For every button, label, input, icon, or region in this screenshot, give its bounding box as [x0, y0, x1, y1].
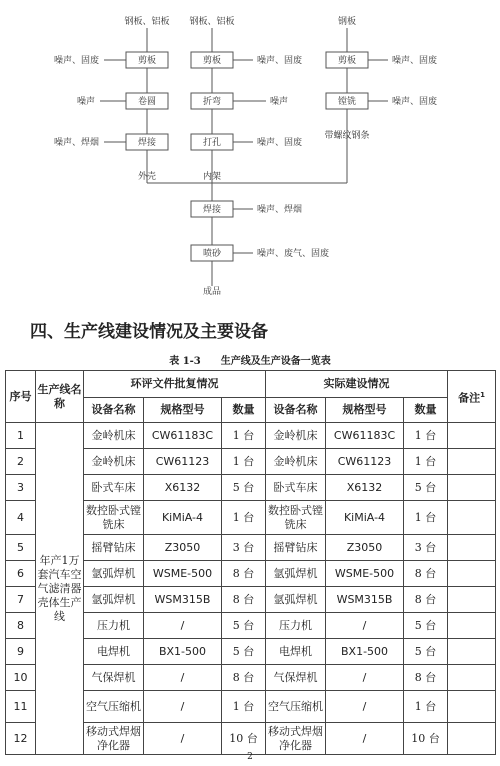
- step-blast: 喷砂: [202, 249, 222, 259]
- cell-actual-qty: 1 台: [404, 501, 448, 535]
- cell-no: 12: [6, 723, 36, 755]
- cell-eia-model: X6132: [144, 475, 222, 501]
- cell-no: 1: [6, 423, 36, 449]
- cell-eia-name: 金岭机床: [84, 423, 144, 449]
- cell-eia-model: CW61123: [144, 449, 222, 475]
- input-label-col3: 钢板: [337, 17, 357, 27]
- cell-actual-name: 空气压缩机: [266, 691, 326, 723]
- cell-no: 5: [6, 535, 36, 561]
- table-row: [6, 423, 496, 449]
- cell-actual-model: KiMiA-4: [326, 501, 404, 535]
- cell-no: 7: [6, 587, 36, 613]
- cell-eia-qty: 1 台: [222, 423, 266, 449]
- emission-weld-main: 噪声、焊烟: [257, 205, 303, 215]
- cell-actual-name: 金岭机床: [266, 423, 326, 449]
- cell-note: [448, 475, 496, 501]
- emission-weld-col1: 噪声、焊烟: [53, 138, 99, 148]
- cell-note: [448, 535, 496, 561]
- cell-eia-qty: 1 台: [222, 449, 266, 475]
- cell-actual-qty: 1 台: [404, 423, 448, 449]
- cell-eia-model: KiMiA-4: [144, 501, 222, 535]
- cell-no: 6: [6, 561, 36, 587]
- cell-no: 2: [6, 449, 36, 475]
- cell-eia-name: 空气压缩机: [84, 691, 144, 723]
- step-punch-col2: 打孔: [202, 138, 222, 148]
- process-flow-diagram: [0, 0, 500, 305]
- cell-actual-name: 氩弧焊机: [266, 561, 326, 587]
- emission-cut-col2: 噪声、固废: [257, 56, 303, 66]
- cell-eia-name: 氩弧焊机: [84, 561, 144, 587]
- cell-actual-qty: 1 台: [404, 691, 448, 723]
- cell-eia-name: 气保焊机: [84, 665, 144, 691]
- cell-actual-name: 电焊机: [266, 639, 326, 665]
- cell-eia-model: BX1-500: [144, 639, 222, 665]
- cell-no: 8: [6, 613, 36, 639]
- cell-actual-model: /: [326, 723, 404, 755]
- input-label-col2: 钢板、铝板: [189, 17, 235, 27]
- cell-actual-name: 氩弧焊机: [266, 587, 326, 613]
- cell-eia-name: 电焊机: [84, 639, 144, 665]
- cell-actual-qty: 5 台: [404, 613, 448, 639]
- cell-note: [448, 613, 496, 639]
- header-note: 备注$^1$: [448, 371, 496, 423]
- cell-eia-model: WSME-500: [144, 561, 222, 587]
- cell-eia-name: 摇臂钻床: [84, 535, 144, 561]
- cell-eia-qty: 5 台: [222, 639, 266, 665]
- output-col3: 带螺纹钢条: [324, 131, 370, 141]
- page-number: 2: [247, 752, 253, 762]
- cell-eia-qty: 8 台: [222, 665, 266, 691]
- subheader-actual-qty: 数量: [404, 398, 448, 423]
- note-superscript: 1: [480, 390, 485, 399]
- equipment-table: [5, 370, 496, 755]
- cell-eia-qty: 5 台: [222, 475, 266, 501]
- cell-eia-model: /: [144, 665, 222, 691]
- final-product: 成品: [202, 287, 222, 297]
- cell-no: 9: [6, 639, 36, 665]
- cell-eia-name: 卧式车床: [84, 475, 144, 501]
- step-roll-col1: 卷圆: [137, 97, 157, 107]
- header-no: 序号: [6, 371, 36, 423]
- input-label-col1: 钢板、铝板: [124, 17, 170, 27]
- cell-actual-model: CW61123: [326, 449, 404, 475]
- cell-actual-model: /: [326, 665, 404, 691]
- step-cut-col2: 剪板: [202, 56, 222, 66]
- step-weld-col1: 焊接: [137, 138, 157, 148]
- cell-eia-name: 金岭机床: [84, 449, 144, 475]
- step-cut-col3: 剪板: [337, 56, 357, 66]
- cell-eia-model: /: [144, 691, 222, 723]
- cell-eia-qty: 8 台: [222, 561, 266, 587]
- cell-actual-model: CW61183C: [326, 423, 404, 449]
- cell-no: 11: [6, 691, 36, 723]
- subheader-eia-name: 设备名称: [84, 398, 144, 423]
- cell-actual-name: 压力机: [266, 613, 326, 639]
- step-mill-col3: 镗铣: [337, 97, 357, 107]
- cell-actual-qty: 1 台: [404, 449, 448, 475]
- cell-actual-qty: 3 台: [404, 535, 448, 561]
- subheader-eia-model: 规格型号: [144, 398, 222, 423]
- cell-actual-qty: 5 台: [404, 475, 448, 501]
- emission-cut-col1: 噪声、固废: [53, 56, 99, 66]
- cell-note: [448, 723, 496, 755]
- cell-note: [448, 449, 496, 475]
- cell-actual-name: 气保焊机: [266, 665, 326, 691]
- cell-actual-qty: 10 台: [404, 723, 448, 755]
- cell-actual-model: X6132: [326, 475, 404, 501]
- cell-eia-qty: 1 台: [222, 691, 266, 723]
- step-cut-col1: 剪板: [137, 56, 157, 66]
- table-caption: 表 1-3 生产线及生产设备一览表: [169, 356, 331, 367]
- cell-actual-qty: 5 台: [404, 639, 448, 665]
- cell-eia-name: 移动式焊烟净化器: [84, 723, 144, 755]
- cell-eia-model: CW61183C: [144, 423, 222, 449]
- cell-note: [448, 639, 496, 665]
- cell-eia-qty: 8 台: [222, 587, 266, 613]
- cell-eia-name: 压力机: [84, 613, 144, 639]
- cell-note: [448, 423, 496, 449]
- cell-actual-model: BX1-500: [326, 639, 404, 665]
- subheader-actual-name: 设备名称: [266, 398, 326, 423]
- output-col1: 外壳: [137, 172, 157, 182]
- emission-mill-col3: 噪声、固废: [392, 97, 438, 107]
- cell-no: 10: [6, 665, 36, 691]
- cell-actual-qty: 8 台: [404, 587, 448, 613]
- cell-note: [448, 665, 496, 691]
- cell-actual-model: WSME-500: [326, 561, 404, 587]
- cell-actual-name: 数控卧式镗铣床: [266, 501, 326, 535]
- header-eia: 环评文件批复情况: [84, 371, 266, 398]
- cell-eia-model: /: [144, 723, 222, 755]
- cell-eia-model: /: [144, 613, 222, 639]
- cell-note: [448, 587, 496, 613]
- cell-actual-model: /: [326, 613, 404, 639]
- output-col2: 内架: [202, 172, 222, 182]
- section-heading: 四、生产线建设情况及主要设备: [30, 322, 268, 342]
- emission-blast: 噪声、废气、固废: [257, 249, 330, 259]
- cell-actual-model: /: [326, 691, 404, 723]
- cell-line-name: 年产1万套汽车空气滤清器壳体生产线: [36, 423, 84, 755]
- subheader-eia-qty: 数量: [222, 398, 266, 423]
- cell-no: 3: [6, 475, 36, 501]
- step-bend-col2: 折弯: [202, 97, 222, 107]
- cell-eia-qty: 3 台: [222, 535, 266, 561]
- cell-eia-qty: 1 台: [222, 501, 266, 535]
- cell-note: [448, 561, 496, 587]
- cell-actual-name: 卧式车床: [266, 475, 326, 501]
- cell-eia-qty: 10 台: [222, 723, 266, 755]
- cell-eia-qty: 5 台: [222, 613, 266, 639]
- cell-actual-name: 移动式焊烟净化器: [266, 723, 326, 755]
- emission-bend-col2: 噪声: [270, 97, 289, 107]
- header-actual: 实际建设情况: [266, 371, 448, 398]
- cell-eia-model: Z3050: [144, 535, 222, 561]
- cell-actual-name: 金岭机床: [266, 449, 326, 475]
- cell-actual-qty: 8 台: [404, 561, 448, 587]
- emission-punch-col2: 噪声、固废: [257, 138, 303, 148]
- cell-note: [448, 501, 496, 535]
- emission-cut-col3: 噪声、固废: [392, 56, 438, 66]
- subheader-actual-model: 规格型号: [326, 398, 404, 423]
- cell-eia-name: 数控卧式镗铣床: [84, 501, 144, 535]
- cell-eia-model: WSM315B: [144, 587, 222, 613]
- emission-roll-col1: 噪声: [76, 97, 95, 107]
- cell-no: 4: [6, 501, 36, 535]
- cell-actual-qty: 8 台: [404, 665, 448, 691]
- cell-note: [448, 691, 496, 723]
- header-line: 生产线名称: [36, 371, 84, 423]
- cell-actual-model: Z3050: [326, 535, 404, 561]
- cell-eia-name: 氩弧焊机: [84, 587, 144, 613]
- cell-actual-name: 摇臂钻床: [266, 535, 326, 561]
- cell-actual-model: WSM315B: [326, 587, 404, 613]
- step-weld-main: 焊接: [202, 205, 222, 215]
